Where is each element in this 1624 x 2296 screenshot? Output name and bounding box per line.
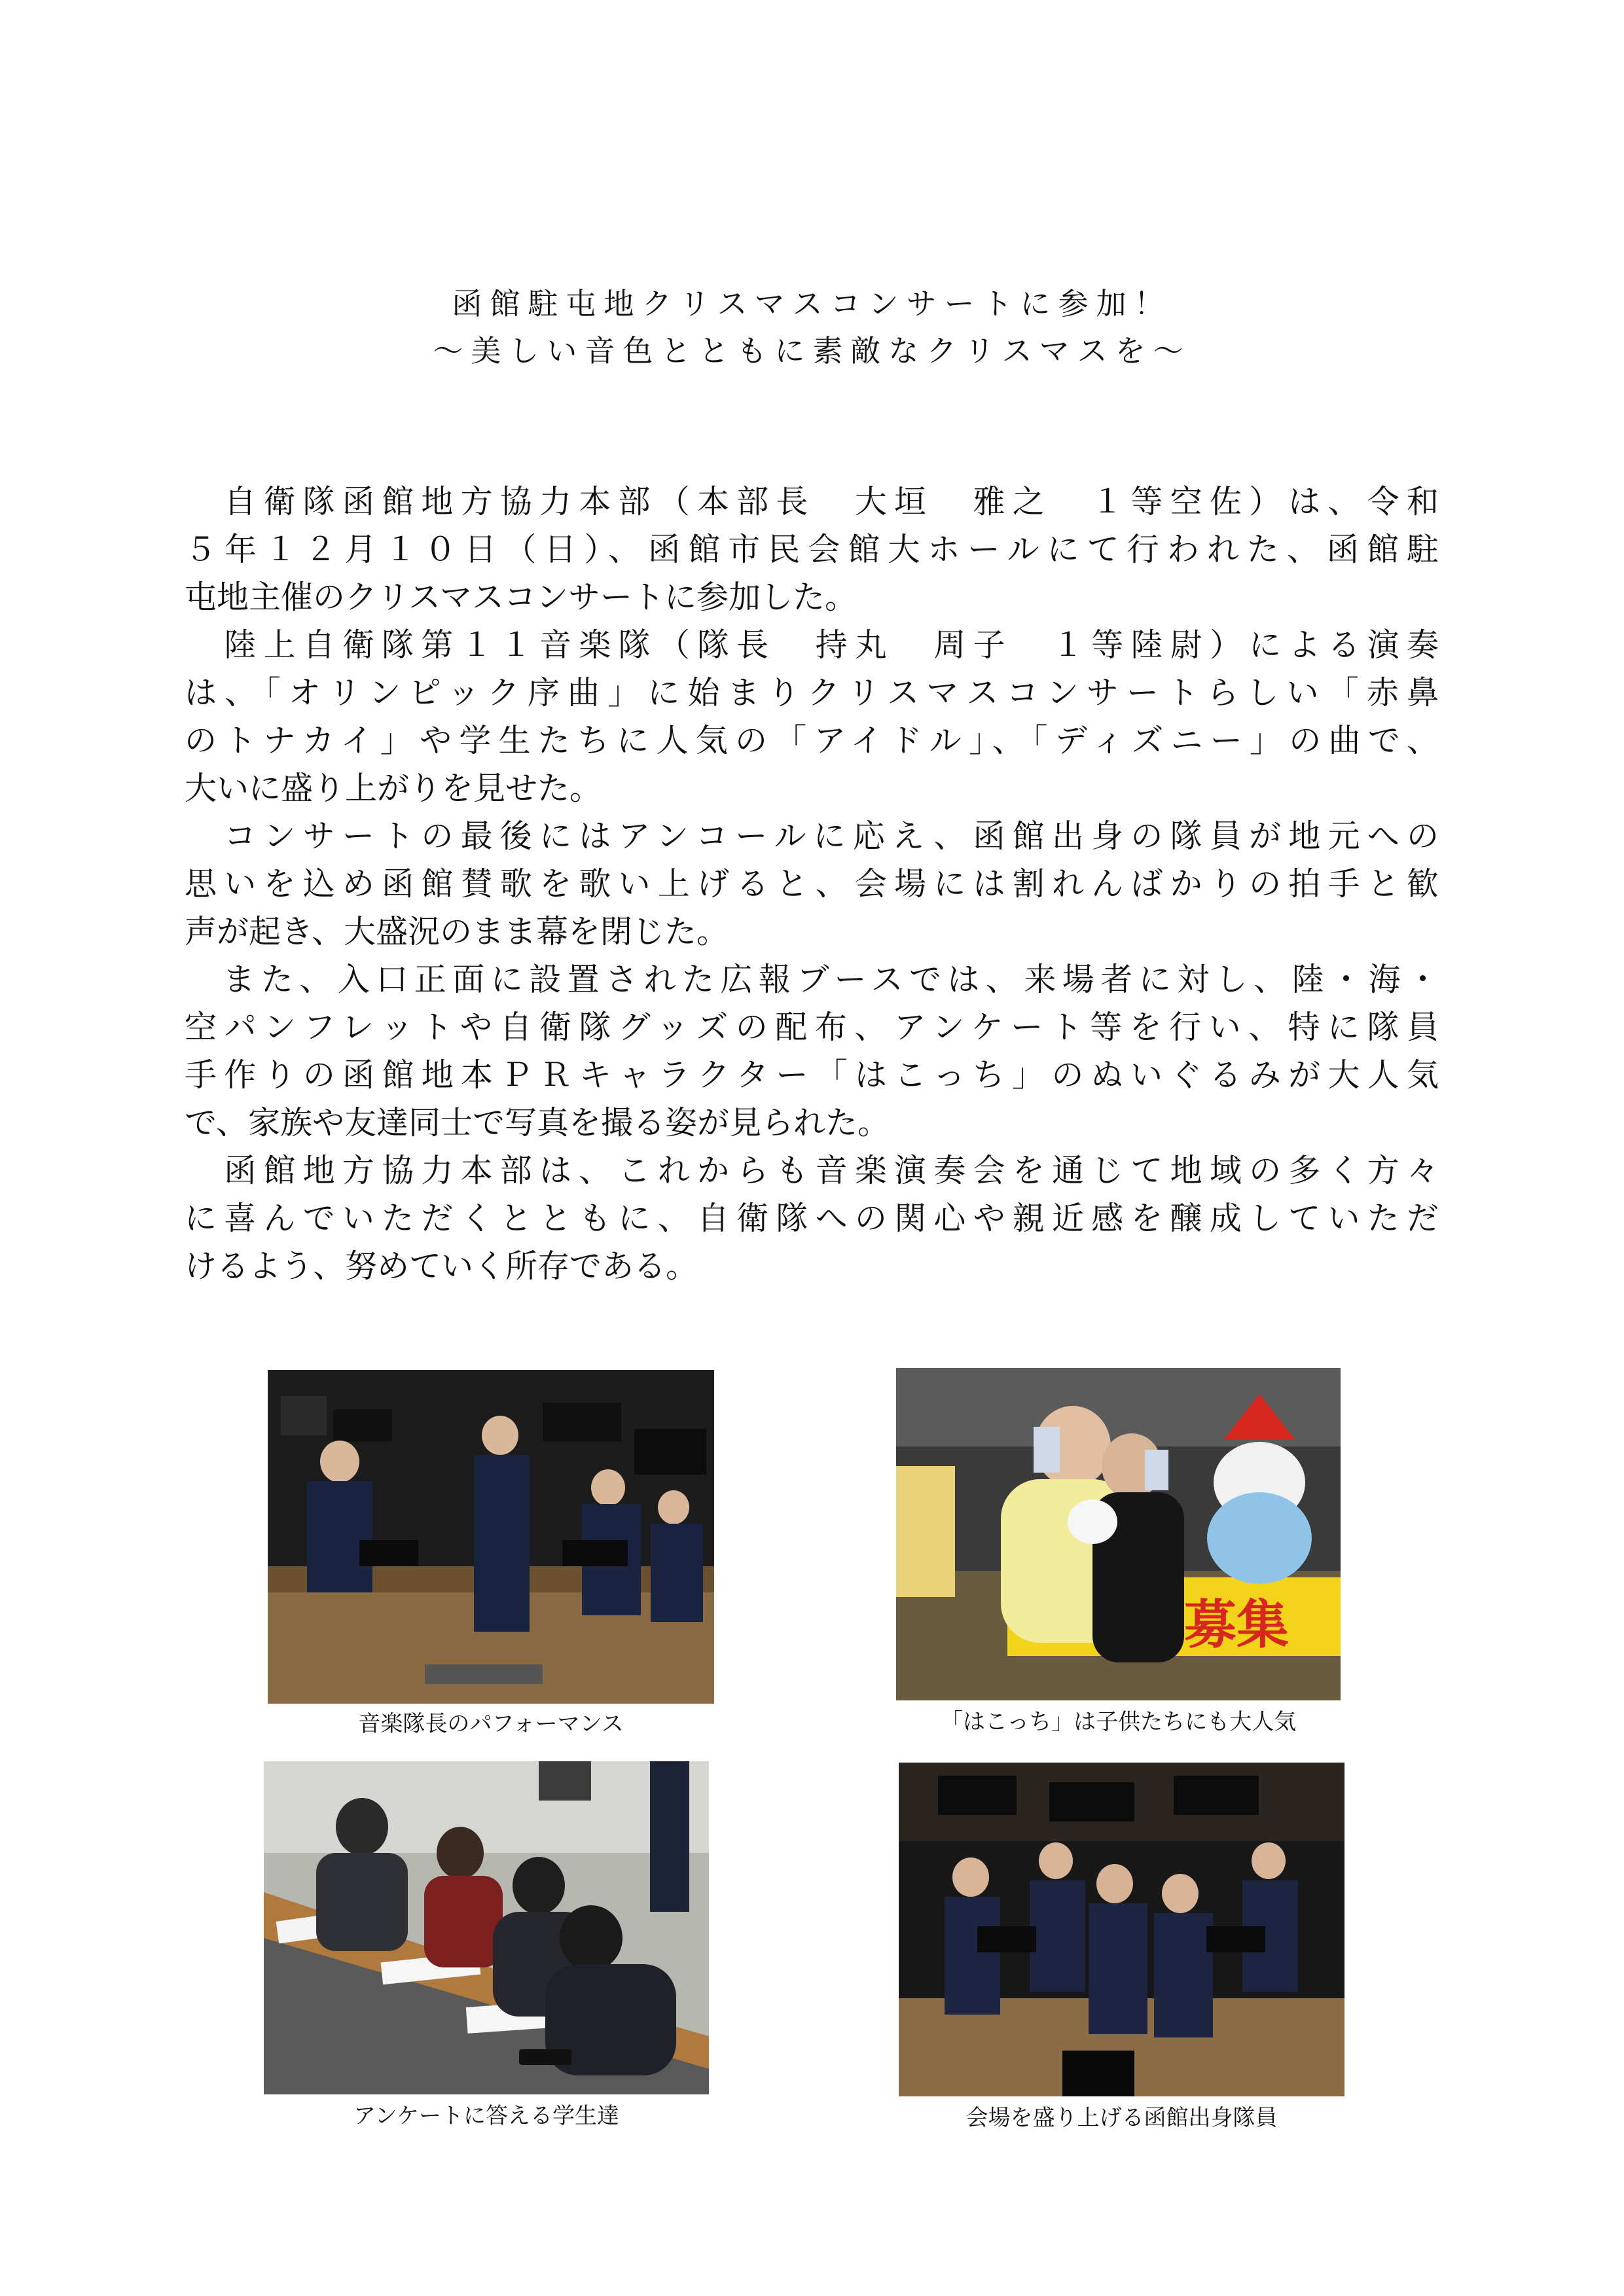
body-line: は、「オリンピック序曲」に始まりクリスマスコンサートらしい「赤鼻 <box>185 674 1439 711</box>
body-line: 自衛隊函館地方協力本部（本部長 大垣 雅之 １等空佐）は、令和 <box>185 483 1439 520</box>
body-line: 空パンフレットや自衛隊グッズの配布、アンケート等を行い、特に隊員 <box>185 1009 1439 1046</box>
photo-mascot-children <box>896 1368 1341 1700</box>
body-line: 陸上自衛隊第１１音楽隊（隊長 持丸 周子 １等陸尉）による演奏 <box>185 626 1439 664</box>
photo-caption: 音楽隊長のパフォーマンス <box>358 1711 624 1737</box>
recruit-sign-text: 募集 <box>1184 1594 1289 1655</box>
photo-caption: 「はこっち」は子供たちにも大人気 <box>940 1709 1297 1735</box>
body-line: 屯地主催のクリスマスコンサートに参加した。 <box>185 579 857 616</box>
photo-band-stage <box>899 1763 1344 2096</box>
article-body <box>185 478 1439 1290</box>
body-line: 函館地方協力本部は、これからも音楽演奏会を通じて地域の多く方々 <box>185 1152 1439 1189</box>
body-line: 大いに盛り上がりを見せた。 <box>185 770 602 807</box>
body-line: コンサートの最後にはアンコールに応え、函館出身の隊員が地元への <box>185 817 1439 855</box>
photo-survey-students <box>264 1761 709 2094</box>
body-line: 手作りの函館地本ＰＲキャラクター「はこっち」のぬいぐるみが大人気 <box>185 1056 1439 1094</box>
page-title: 函館駐屯地クリスマスコンサートに参加！ <box>452 286 1172 321</box>
body-line: に喜んでいただくとともに、自衛隊への関心や親近感を醸成していただ <box>185 1200 1439 1237</box>
body-line: また、入口正面に設置された広報ブースでは、来場者に対し、陸・海・ <box>185 961 1439 998</box>
body-line: ５年１２月１０日（日）、函館市民会館大ホールにて行われた、函館駐 <box>185 531 1439 568</box>
body-line: けるよう、努めていく所存である。 <box>185 1247 698 1285</box>
photo-caption: 会場を盛り上げる函館出身隊員 <box>965 2105 1278 2131</box>
body-line: 声が起き、大盛況のまま幕を閉じた。 <box>185 913 729 950</box>
photo-caption: アンケートに答える学生達 <box>353 2103 619 2129</box>
body-line: 思いを込め函館賛歌を歌い上げると、会場には割れんばかりの拍手と歓 <box>185 865 1439 903</box>
body-line: で、家族や友達同士で写真を撮る姿が見られた。 <box>185 1104 890 1141</box>
photo-band-leader <box>268 1370 714 1704</box>
title-block <box>0 280 1624 374</box>
body-line: のトナカイ」や学生たちに人気の「アイドル」、「ディズニー」の曲で、 <box>185 722 1439 759</box>
page-subtitle: ～美しい音色とともに素敵なクリスマスを～ <box>433 333 1191 368</box>
